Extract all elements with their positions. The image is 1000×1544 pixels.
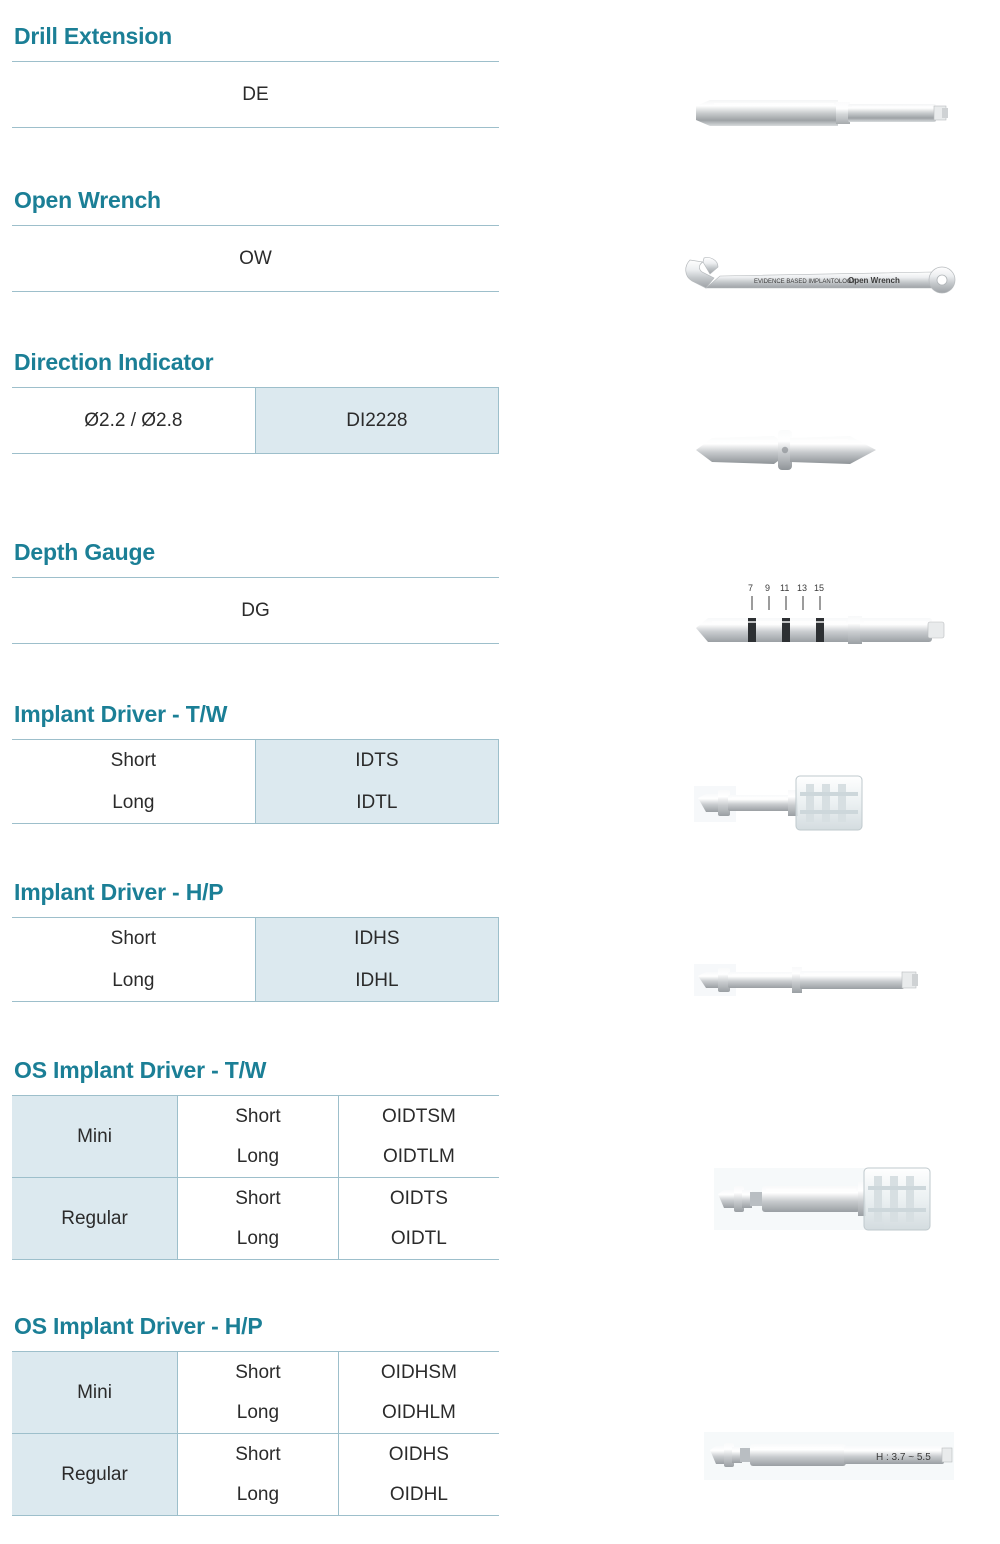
code-table <box>12 577 499 644</box>
table-row <box>12 918 499 960</box>
code-cell: OIDHLM <box>338 1393 499 1434</box>
depth-label-7: 7 <box>748 583 754 593</box>
code-cell: DG <box>12 578 499 644</box>
code-cell: OIDTL <box>338 1219 499 1260</box>
open-wrench-photo <box>680 250 980 310</box>
code-cell: OW <box>12 226 499 292</box>
code-cell: OIDHL <box>338 1475 499 1516</box>
section-left-column <box>12 1058 502 1260</box>
category-cell: Regular <box>12 1178 178 1260</box>
code-table <box>12 387 499 454</box>
length-cell: Long <box>178 1475 339 1516</box>
code-cell: OIDTS <box>338 1178 499 1219</box>
section-title: Open Wrench <box>14 187 161 213</box>
code-cell: IDTL <box>255 782 498 824</box>
section-left-column <box>12 880 502 1002</box>
code-cell: OIDTLM <box>338 1137 499 1178</box>
table-row <box>12 578 499 644</box>
spec-cell: Ø2.2 / Ø2.8 <box>12 388 255 454</box>
length-cell: Long <box>12 782 255 824</box>
depth-label-13: 13 <box>797 583 808 593</box>
wrench-brand-text: EVIDENCE BASED IMPLANTOLOGY <box>754 279 856 285</box>
code-cell: DI2228 <box>255 388 498 454</box>
os-implant-driver-tw-photo <box>710 1150 980 1250</box>
os-implant-driver-hp-photo <box>700 1426 990 1496</box>
length-cell: Short <box>12 918 255 960</box>
section-title: Drill Extension <box>14 23 173 49</box>
code-table <box>12 1351 499 1516</box>
length-cell: Long <box>12 960 255 1002</box>
drill-extension-photo <box>690 84 970 144</box>
table-row <box>12 388 499 454</box>
category-cell: Mini <box>12 1096 178 1178</box>
category-cell: Mini <box>12 1352 178 1434</box>
depth-gauge-photo <box>690 570 970 660</box>
section-left-column <box>12 1314 502 1516</box>
section-title: Depth Gauge <box>14 539 155 565</box>
length-cell: Short <box>178 1178 339 1219</box>
section-title: Implant Driver - H/P <box>14 879 224 905</box>
code-table <box>12 739 499 824</box>
implant-driver-hp-photo <box>690 950 970 1020</box>
table-row <box>12 226 499 292</box>
table-row <box>12 782 499 824</box>
code-cell: DE <box>12 62 499 128</box>
table-row <box>12 960 499 1002</box>
depth-label-11: 11 <box>780 583 790 593</box>
implant-driver-tw-photo <box>690 762 970 852</box>
code-table <box>12 917 499 1002</box>
section-title: OS Implant Driver - T/W <box>14 1057 267 1083</box>
code-cell: OIDHSM <box>338 1352 499 1393</box>
section-title: Direction Indicator <box>14 349 214 375</box>
section-left-column <box>12 350 502 454</box>
code-cell: OIDHS <box>338 1434 499 1475</box>
table-row <box>12 740 499 782</box>
code-table <box>12 1095 499 1260</box>
length-cell: Long <box>178 1219 339 1260</box>
table-row <box>12 1434 499 1475</box>
length-cell: Long <box>178 1137 339 1178</box>
height-range-label: H : 3.7 ~ 5.5 <box>876 1452 931 1463</box>
section-left-column <box>12 188 502 292</box>
code-table <box>12 61 499 128</box>
length-cell: Short <box>178 1434 339 1475</box>
table-row <box>12 1352 499 1393</box>
length-cell: Short <box>178 1096 339 1137</box>
code-cell: IDHL <box>255 960 498 1002</box>
length-cell: Short <box>12 740 255 782</box>
code-cell: OIDTSM <box>338 1096 499 1137</box>
section-left-column <box>12 702 502 824</box>
table-row <box>12 62 499 128</box>
section-left-column <box>12 540 502 644</box>
wrench-name-text: Open Wrench <box>848 276 900 285</box>
section-left-column <box>12 24 502 128</box>
code-cell: IDTS <box>255 740 498 782</box>
table-row <box>12 1096 499 1137</box>
depth-label-9: 9 <box>765 583 771 593</box>
category-cell: Regular <box>12 1434 178 1516</box>
table-row <box>12 1178 499 1219</box>
code-table <box>12 225 499 292</box>
length-cell: Long <box>178 1393 339 1434</box>
section-title: Implant Driver - T/W <box>14 701 228 727</box>
depth-label-15: 15 <box>814 583 825 593</box>
length-cell: Short <box>178 1352 339 1393</box>
section-title: OS Implant Driver - H/P <box>14 1313 263 1339</box>
direction-indicator-photo <box>690 420 920 480</box>
code-cell: IDHS <box>255 918 498 960</box>
